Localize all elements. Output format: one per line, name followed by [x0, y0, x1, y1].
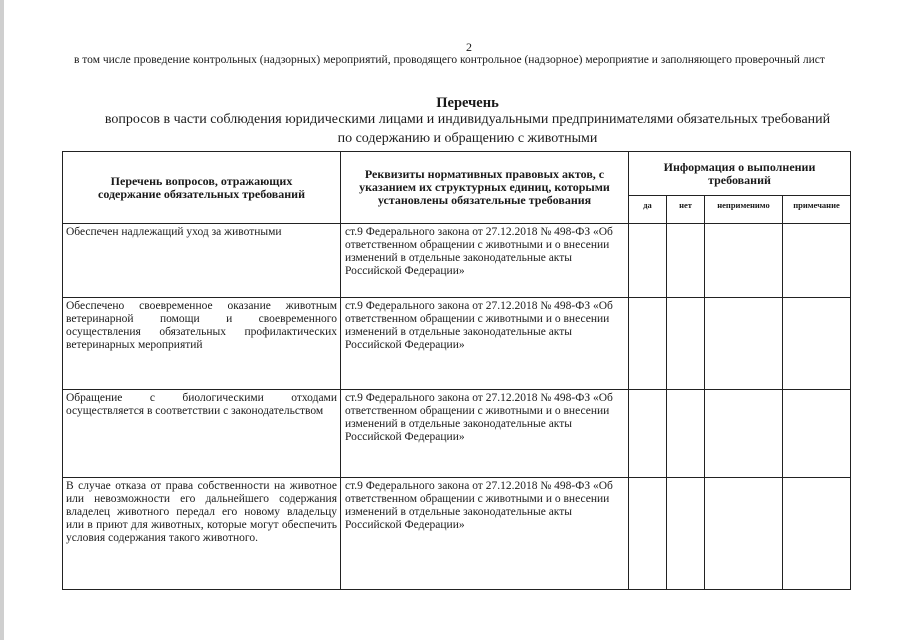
table-row: [63, 390, 851, 478]
no-cell[interactable]: [667, 390, 705, 478]
requirement-cell: Обращение с биологическими отходами осуществляется в соответствии с законодательством: [63, 390, 341, 478]
header-no: нет: [667, 196, 705, 224]
note-cell[interactable]: [783, 298, 851, 390]
not-applicable-cell[interactable]: [705, 298, 783, 390]
legal-act-cell: ст.9 Федерального закона от 27.12.2018 № 498-ФЗ «Об ответственном обращении с животными и о внесении изменений в отдельные законодательные акты Российской Федерации»: [341, 298, 629, 390]
header-not-applicable: неприменимо: [705, 196, 783, 224]
intro-text: в том числе проведение контрольных (надзорных) мероприятий, проводящего контрольное (надзорное) мероприятие и заполняющего проверочный лист: [74, 54, 825, 66]
table-row: [63, 478, 851, 590]
header-yes: да: [629, 196, 667, 224]
not-applicable-cell[interactable]: [705, 224, 783, 298]
heading-title: Перечень: [436, 95, 499, 111]
yes-cell[interactable]: [629, 298, 667, 390]
header-legal-acts: Реквизиты нормативных правовых актов, с указанием их структурных единиц, которыми установлены обязательные требования: [341, 152, 629, 224]
requirement-cell: Обеспечено своевременное оказание животным ветеринарной помощи и своевременного осуществления обязательных профилактических ветеринарных мероприятий: [63, 298, 341, 390]
header-note: примечание: [783, 196, 851, 224]
note-cell[interactable]: [783, 390, 851, 478]
heading-line-2: вопросов в части соблюдения юридическими лицами и индивидуальными предпринимателями обязательных требований: [104, 112, 831, 127]
legal-act-cell: ст.9 Федерального закона от 27.12.2018 № 498-ФЗ «Об ответственном обращении с животными и о внесении изменений в отдельные законодательные акты Российской Федерации»: [341, 478, 629, 590]
heading-line-3: по содержанию и обращению с животными: [337, 131, 598, 146]
not-applicable-cell[interactable]: [705, 478, 783, 590]
page-number: 2: [466, 40, 472, 54]
requirement-cell: В случае отказа от права собственности на животное или невозможности его дальнейшего содержания владелец животного передал его новому владельцу или в приют для животных, которые могут обеспечить условия содержания такого животного.: [63, 478, 341, 590]
legal-act-cell: ст.9 Федерального закона от 27.12.2018 № 498-ФЗ «Об ответственном обращении с животными и о внесении изменений в отдельные законодательные акты Российской Федерации»: [341, 224, 629, 298]
requirements-table: [62, 151, 851, 590]
table-row: [63, 298, 851, 390]
yes-cell[interactable]: [629, 390, 667, 478]
requirement-cell: Обеспечен надлежащий уход за животными: [63, 224, 341, 298]
yes-cell[interactable]: [629, 478, 667, 590]
no-cell[interactable]: [667, 298, 705, 390]
no-cell[interactable]: [667, 478, 705, 590]
header-compliance-info: Информация о выполнении требований: [629, 152, 851, 196]
not-applicable-cell[interactable]: [705, 390, 783, 478]
header-requirements: Перечень вопросов, отражающих содержание обязательных требований: [63, 152, 341, 224]
note-cell[interactable]: [783, 478, 851, 590]
note-cell[interactable]: [783, 224, 851, 298]
yes-cell[interactable]: [629, 224, 667, 298]
legal-act-cell: ст.9 Федерального закона от 27.12.2018 № 498-ФЗ «Об ответственном обращении с животными и о внесении изменений в отдельные законодательные акты Российской Федерации»: [341, 390, 629, 478]
table-row: [63, 224, 851, 298]
no-cell[interactable]: [667, 224, 705, 298]
